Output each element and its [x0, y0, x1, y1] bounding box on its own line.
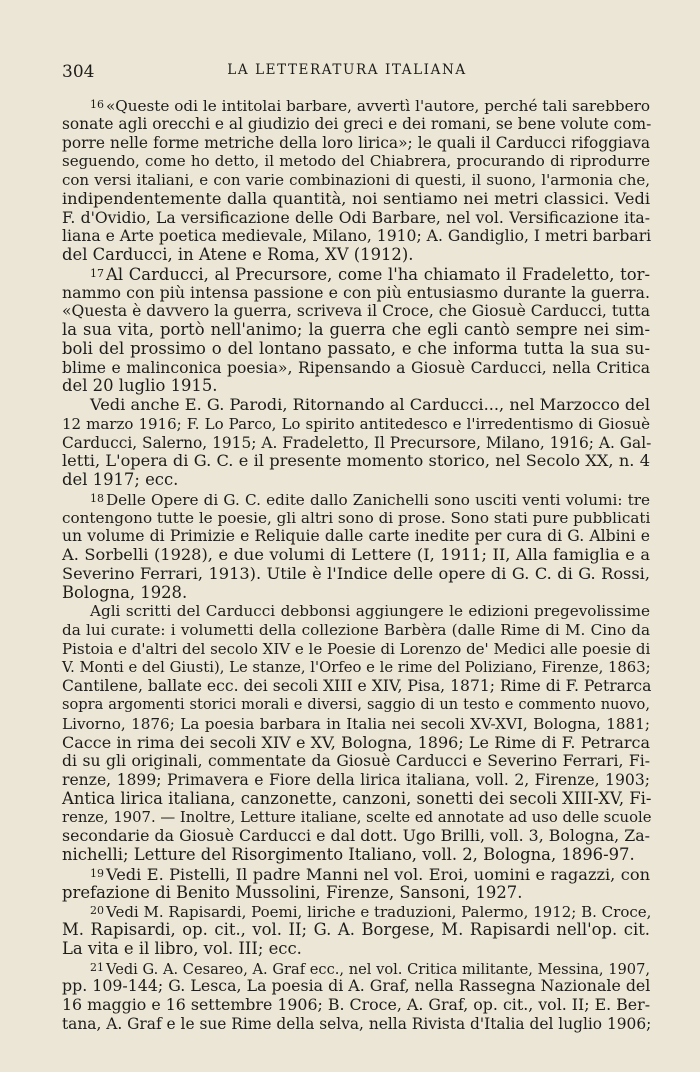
text-line: Cacce in rima dei secoli XIV e XV, Bologna, 1896; Le Rime di F. Petrarca [62, 732, 650, 752]
text-line: secondarie da Giosuè Carducci e dal dott. Ugo Brilli, voll. 3, Bologna, Za- [62, 826, 650, 846]
footnote-number: 18 [90, 491, 104, 505]
text-line: nichelli; Letture del Risorgimento Italiano, voll. 2, Bologna, 1896-97. [62, 845, 635, 864]
text-line: un volume di Primizie e Reliquie dalle carte inedite per cura di G. Albini e [62, 527, 650, 546]
text-line: porre nelle forme metriche della loro lirica»; le quali il Carducci rifoggiava [62, 133, 650, 152]
text-line: 16 «Queste odi le intitolai barbare, avvertì l'autore, perché tali sarebbero [90, 97, 650, 115]
text-line: pp. 109-144; G. Lesca, La poesia di A. Graf, nella Rassegna Nazionale del [62, 976, 651, 996]
footnote-number: 21 [90, 960, 104, 974]
text-line: blime e malinconica poesia», Ripensando a Giosuè Carducci, nella Critica [62, 358, 650, 377]
text-line: F. d'Ovidio, La versificazione delle Odi Barbare, nel vol. Versificazione ita- [62, 208, 650, 227]
text-line: 17 Al Carducci, al Precursore, come l'ha chiamato il Fradeletto, tor- [90, 264, 650, 284]
text-line: del 20 luglio 1915. [62, 376, 218, 396]
text-line: letti, L'opera di G. C. e il presente momento storico, nel Secolo XX, n. 4 [62, 451, 650, 471]
text-line: Livorno, 1876; La poesia barbara in Italia nei secoli XV-XVI, Bologna, 1881; [62, 714, 650, 733]
text-line: da lui curate: i volumetti della collezione Barbèra (dalle Rime di M. Cino da [62, 621, 650, 639]
text-line: Antica lirica italiana, canzonette, canzoni, sonetti dei secoli XIII-XV, Fi- [62, 788, 652, 808]
text-line: contengono tutte le poesie, gli altri sono di prose. Sono stati pure pubblicati [62, 508, 651, 527]
footnotes-text [62, 96, 650, 1034]
text-line: A. Sorbelli (1928), e due volumi di Lettere (I, 1911; II, Alla famiglia e a [62, 545, 650, 564]
text-line: M. Rapisardi, op. cit., vol. II; G. A. Borgese, M. Rapisardi nell'op. cit. [62, 920, 650, 939]
text-line: 18 Delle Opere di G. C. edite dallo Zanichelli sono usciti venti volumi: tre [90, 490, 650, 509]
text-line: Carducci, Salerno, 1915; A. Fradeletto, Il Precursore, Milano, 1916; A. Gal- [62, 433, 652, 452]
text-line: Agli scritti del Carducci debbonsi aggiungere le edizioni pregevolissime [90, 602, 650, 621]
text-line: $^{20}$ Vedi M. Rapisardi, Poemi, liriche e traduzioni, Palermo, 1912; B. Croce, [90, 903, 652, 922]
text-line: Severino Ferrari, 1913). Utile è l'Indice delle opere di G. C. di G. Rossi, [62, 563, 650, 583]
text-line: Cantilene, ballate ecc. dei secoli XIII e XIV, Pisa, 1871; Rime di F. Petrarca [62, 677, 652, 696]
text-line: sopra argomenti storici morali e diversi, saggio di un testo e commento nuovo, [62, 696, 650, 713]
page-number: 304 [62, 62, 95, 82]
text-line: $^{21}$ Vedi G. A. Cesareo, A. Graf ecc., nel vol. Critica militante, Messina, 1907, [90, 960, 650, 978]
running-title: LA LETTERATURA ITALIANA [227, 62, 467, 78]
text-line: con versi italiani, e con varie combinazioni di questi, il suono, l'armonia che, [62, 171, 650, 189]
text-line: sonate agli orecchi e al giudizio dei greci e dei romani, se bene volute com- [62, 114, 652, 133]
text-line: del Carducci, in Atene e Roma, XV (1912). [62, 245, 414, 264]
text-line: la sua vita, portò nell'animo; la guerra che egli cantò sempre nei sim- [62, 320, 650, 339]
text-line: V. Monti e del Giusti), Le stanze, l'Orfeo e le rime del Poliziano, Firenze, 1863; [62, 658, 651, 676]
footnote-number: 16 [90, 98, 104, 111]
footnote-number: 17 [90, 266, 104, 280]
text-line: renze, 1907. — Inoltre, Letture italiane, scelte ed annotate ad uso delle scuole [62, 808, 652, 826]
text-line: renze, 1899; Primavera e Fiore della lirica italiana, voll. 2, Firenze, 1903; [62, 771, 650, 789]
text-line: liana e Arte poetica medievale, Milano, 1910; A. Gandiglio, I metri barbari [62, 227, 652, 246]
text-line: Vedi anche E. G. Parodi, Ritornando al Carducci..., nel Marzocco del [90, 395, 651, 414]
text-line: indipendentemente dalla quantità, noi sentiamo nei metri classici. Vedi [62, 188, 650, 208]
text-line: 12 marzo 1916; F. Lo Parco, Lo spirito antitedesco e l'irredentismo di Giosuè [62, 414, 650, 433]
text-line: del 1917; ecc. [62, 470, 179, 489]
text-line: boli del prossimo o del lontano passato, e che informa tutta la sua su- [62, 338, 650, 358]
text-line: Bologna, 1928. [62, 582, 188, 602]
text-line: «Questa è davvero la guerra, scriveva il Croce, che Giosuè Carducci, tutta [62, 302, 650, 321]
text-line: di su gli originali, commentate da Giosuè Carducci e Severino Ferrari, Fi- [62, 752, 650, 771]
text-line: tana, A. Graf e le sue Rime della selva, nella Rivista d'Italia del luglio 1906; [62, 1014, 652, 1033]
text-line: Pistoia e d'altri del secolo XIV e le Poesie di Lorenzo de' Medici alle poesie di [62, 639, 651, 658]
text-line: prefazione di Benito Mussolini, Firenze, Sansoni, 1927. [62, 882, 523, 902]
text-line: 19 Vedi E. Pistelli, Il padre Manni nel vol. Eroi, uomini e ragazzi, con [90, 864, 650, 884]
text-line: nammo con più intensa passione e con più entusiasmo durante la guerra. [62, 282, 650, 302]
text-line: La vita e il libro, vol. III; ecc. [62, 938, 302, 958]
footnote-number: 19 [90, 866, 104, 880]
text-line: seguendo, come ho detto, il metodo del Chiabrera, procurando di riprodurre [62, 152, 650, 171]
footnote-number: 20 [90, 904, 104, 918]
text-line: 16 maggio e 16 settembre 1906; B. Croce, A. Graf, op. cit., vol. II; E. Ber- [62, 995, 651, 1014]
running-head [62, 60, 632, 84]
